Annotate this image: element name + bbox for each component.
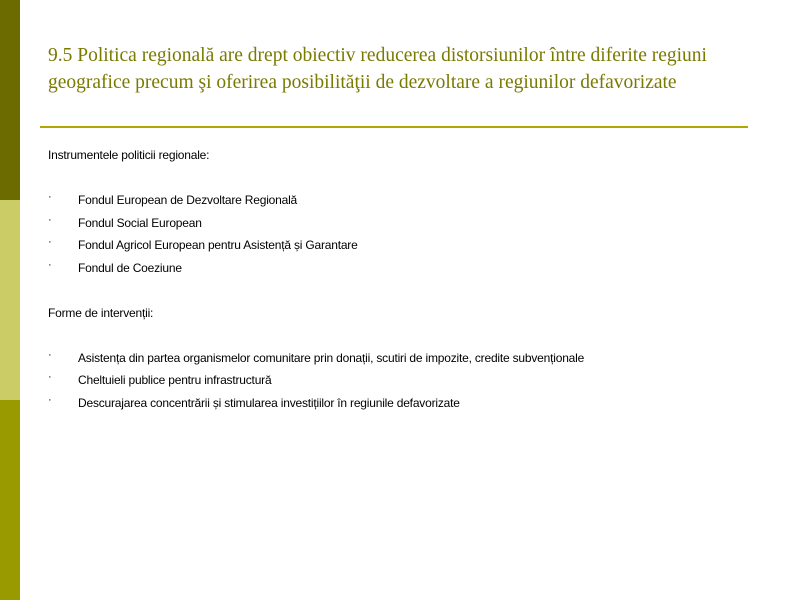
slide-content: [48, 146, 768, 416]
section-heading-instruments: Instrumentele politicii regionale:: [48, 148, 210, 162]
bullet-marker: ·: [48, 213, 52, 226]
list-item-text: Asistența din partea organismelor comunitare prin donații, scutiri de impozite, credite subvenționale: [78, 350, 585, 365]
bullet-marker: ·: [48, 371, 52, 383]
list-item-text: Fondul European de Dezvoltare Regională: [78, 193, 298, 207]
list-item: [48, 371, 768, 394]
list-item-text: Descurajarea concentrării și stimularea investițiilor în regiunile defavorizate: [78, 395, 460, 410]
accent-bar-segment-light: [0, 200, 20, 400]
blank-line: [48, 326, 768, 349]
list-item: [48, 236, 768, 259]
list-item-text: Cheltuieli publice pentru infrastructură: [78, 373, 272, 387]
section-heading-interventions: Forme de intervenții:: [48, 305, 154, 320]
accent-bar-segment-mid: [0, 400, 20, 600]
blank-line: [48, 281, 768, 304]
accent-bar-segment-dark: [0, 0, 20, 200]
interventions-list: [48, 349, 768, 417]
instruments-list: [48, 191, 768, 281]
list-item: [48, 259, 768, 282]
list-item: [48, 214, 768, 237]
list-item-text: Fondul Agricol European pentru Asistență și Garantare: [78, 238, 358, 252]
list-item: [48, 394, 768, 417]
slide-title: 9.5 Politica regională are drept obiectiv reducerea distorsiunilor între diferite regiuni geografice precum şi oferirea posibilităţii de dezvoltare a regiunilor defavorizate: [48, 45, 707, 93]
left-accent-bar: [0, 0, 20, 600]
bullet-marker: ·: [48, 258, 52, 271]
list-item-text: Fondul de Coeziune: [78, 260, 182, 275]
list-item: [48, 191, 768, 214]
list-item: [48, 349, 768, 372]
bullet-marker: ·: [48, 348, 52, 361]
bullet-marker: ·: [48, 393, 52, 406]
bullet-marker: ·: [48, 191, 52, 203]
list-item-text: Fondul Social European: [78, 215, 202, 230]
title-divider: [40, 126, 748, 128]
bullet-marker: ·: [48, 236, 52, 248]
blank-line: [48, 169, 768, 192]
